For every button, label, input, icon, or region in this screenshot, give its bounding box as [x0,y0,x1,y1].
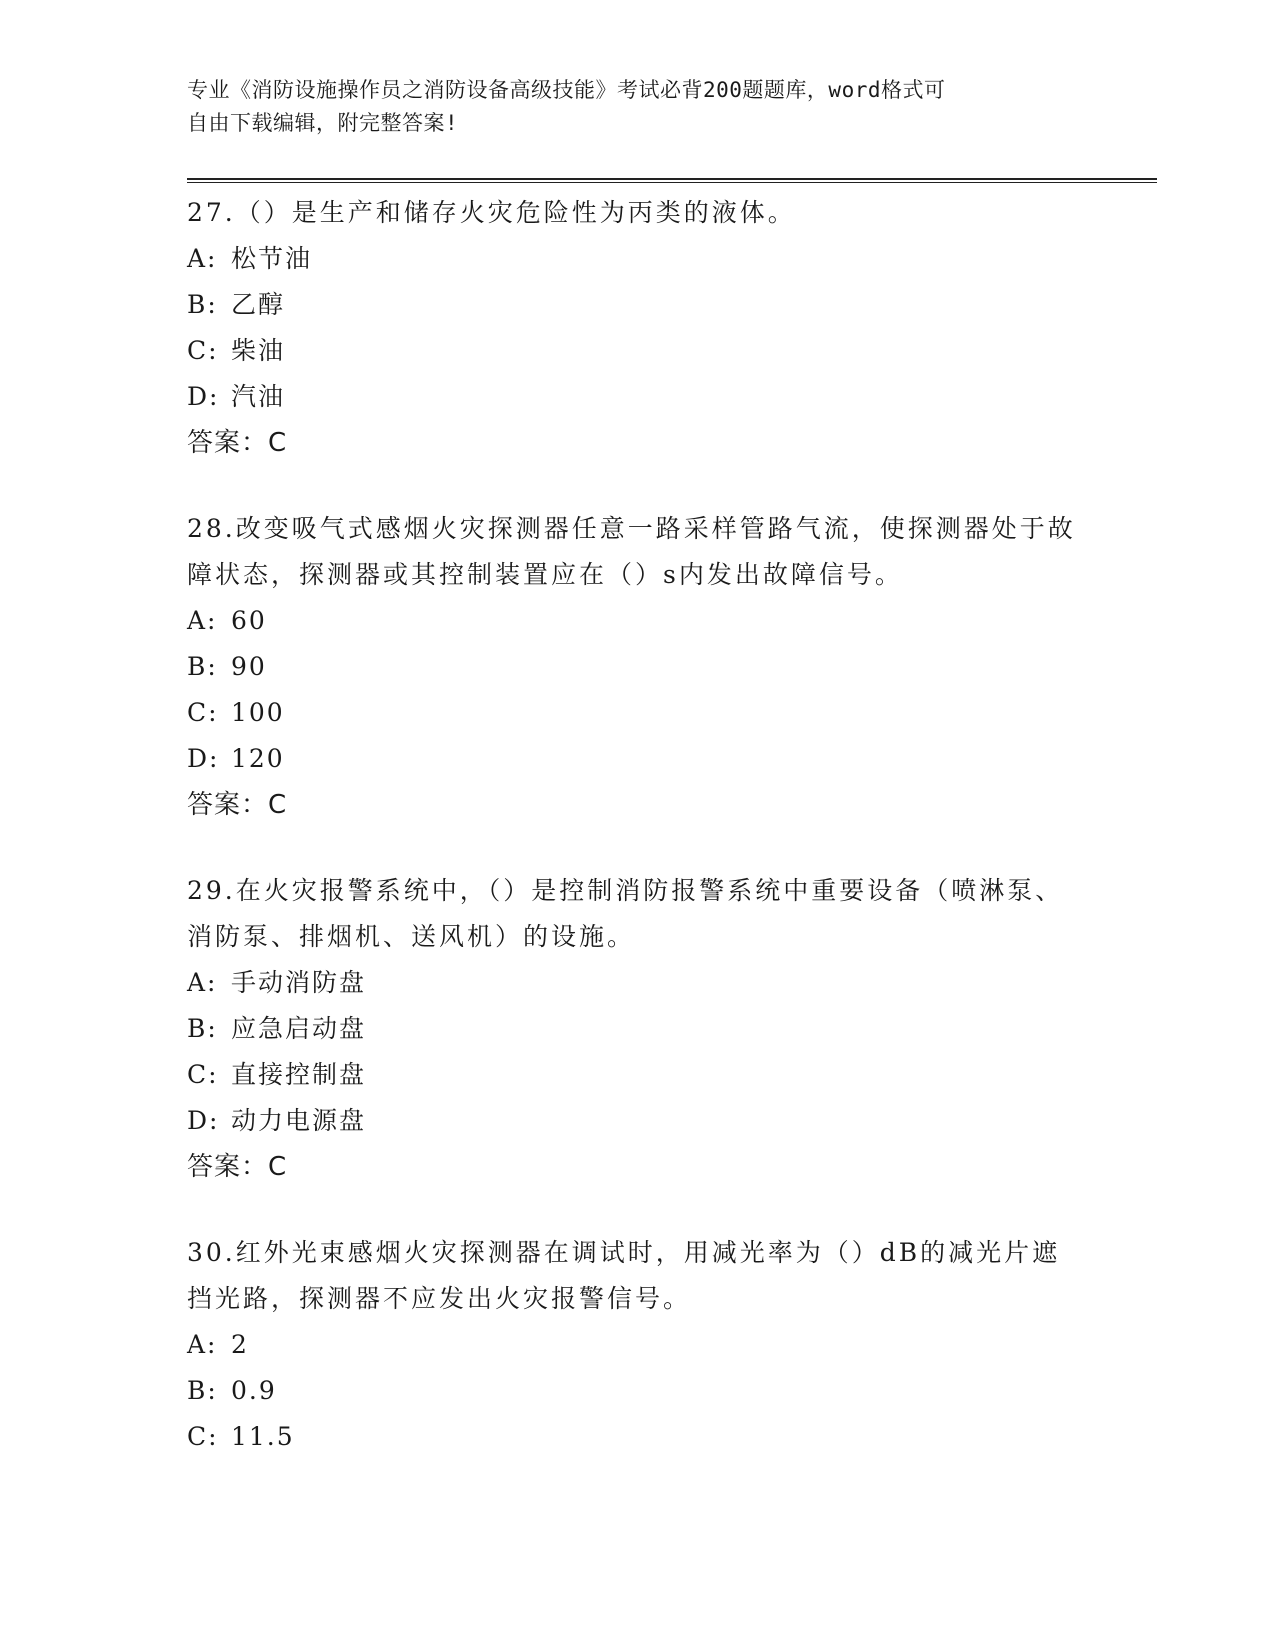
option-text: 动力电源盘 [231,1106,367,1135]
option-key: A: [187,1330,218,1359]
option-b [187,282,1087,328]
option-text: 汽油 [231,382,286,411]
option-key: C: [187,698,219,727]
question-29 [187,868,1087,1190]
option-c [187,328,1087,374]
question-27 [187,190,1087,466]
option-d [187,1098,1087,1144]
option-text: 100 [231,698,285,727]
option-key: C: [187,1060,219,1089]
option-text: 2 [231,1330,249,1359]
option-a [187,960,1087,1006]
question-28 [187,506,1087,828]
option-key: B: [187,1376,218,1405]
option-key: B: [187,1014,218,1043]
document-header [187,74,1087,140]
option-key: A: [187,968,218,997]
option-a [187,236,1087,282]
question-stem: 28.改变吸气式感烟火灾探测器任意一路采样管路气流，使探测器处于故障状态，探测器或其控制装置应在（）s内发出故障信号。 [187,514,1076,589]
option-key: C: [187,336,219,365]
option-text: 手动消防盘 [231,968,367,997]
option-key: B: [187,652,218,681]
question-30 [187,1230,1087,1460]
option-text: 乙醇 [231,290,286,319]
option-a [187,1322,1087,1368]
option-a [187,598,1087,644]
option-text: 直接控制盘 [231,1060,367,1089]
option-text: 松节油 [231,244,313,273]
option-text: 0.9 [231,1376,277,1405]
header-divider [187,178,1157,183]
option-text: 柴油 [231,336,286,365]
option-key: D: [187,382,220,411]
answer-line: 答案：C [187,428,288,458]
option-key: A: [187,606,218,635]
option-text: 90 [231,652,267,681]
option-d [187,374,1087,420]
option-text: 60 [231,606,267,635]
option-key: C: [187,1422,219,1451]
option-key: A: [187,244,218,273]
option-text: 应急启动盘 [231,1014,367,1043]
header-line-2: 自由下载编辑，附完整答案! [187,111,459,135]
question-stem: 30.红外光束感烟火灾探测器在调试时，用减光率为（）dB的减光片遮挡光路，探测器不应发出火灾报警信号。 [187,1238,1061,1313]
answer-line: 答案：C [187,790,288,820]
option-c [187,1052,1087,1098]
option-b [187,1006,1087,1052]
option-text: 120 [231,744,285,773]
option-c [187,1414,1087,1460]
question-stem: 29.在火灾报警系统中，（）是控制消防报警系统中重要设备（喷淋泵、消防泵、排烟机、送风机）的设施。 [187,876,1064,951]
option-key: D: [187,1106,220,1135]
question-stem: 27.（）是生产和储存火灾危险性为丙类的液体。 [187,198,796,227]
answer-line: 答案：C [187,1152,288,1182]
option-key: B: [187,290,218,319]
option-d [187,736,1087,782]
option-b [187,644,1087,690]
option-c [187,690,1087,736]
option-b [187,1368,1087,1414]
header-line-1: 专业《消防设施操作员之消防设备高级技能》考试必背200题题库，word格式可 [187,78,946,102]
question-list [187,190,1087,1500]
option-key: D: [187,744,220,773]
option-text: 11.5 [231,1422,295,1451]
